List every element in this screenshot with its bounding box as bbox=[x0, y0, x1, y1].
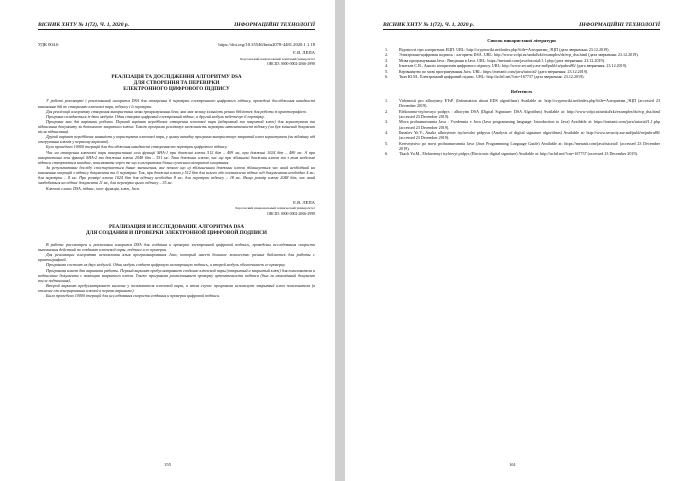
doi-link[interactable]: https://doi.org/10.35546/kntu2078-4481.2020.1.1.18 bbox=[218, 42, 315, 47]
ref-number: 2. bbox=[385, 108, 389, 114]
ref-number: 3. bbox=[385, 119, 389, 125]
list-item bbox=[383, 109, 660, 119]
page-left bbox=[0, 0, 335, 481]
article-title-ru bbox=[38, 224, 315, 236]
references-list bbox=[383, 98, 660, 156]
page-gutter bbox=[335, 0, 345, 481]
abstract-paragraph: Другий варіант передбачає наявність у користувача ключової пари, у цьому випадку програма використовує закритий ключ користувача (чи відмінну від генерування ключів у першому варіанті). bbox=[38, 134, 315, 145]
list-item bbox=[383, 69, 660, 74]
list-item bbox=[383, 58, 660, 63]
ref-text[interactable]: Керівництво по мові програмування Java. URL: https://metanit.com/java/tutorial/ (дата звернення: 23.12.2019). bbox=[399, 68, 589, 74]
journal-title: ВІСНИК ХНТУ № 1(72), Ч. 1, 2020 р. bbox=[38, 22, 130, 28]
ref-text[interactable]: Ігнатьєв С.В., Аналіз алгоритмів цифрового підпису. URL: http://www.security.ase.md/publ/ru/pubru86/ (дата звернення: 23.12.2019). bbox=[399, 63, 628, 69]
title-line: ДЛЯ СТВОРЕННЯ ТА ПЕРЕВІРКИ bbox=[133, 80, 220, 87]
ref-number: 5. bbox=[385, 68, 389, 74]
article-meta bbox=[38, 42, 315, 48]
author-affiliation-ru: Херсонский национальный технический университет bbox=[235, 206, 315, 211]
ref-text[interactable]: Электронно-цифровая подпись : алгоритм DSA. URL: http://www.volpi.ru/umkd/zki/examples/ds/ecp_dsa.html (дата звернення: 23.12.2019). bbox=[399, 52, 639, 58]
ref-text[interactable]: Elektronno-tsyfrovaya podpys : alhorytm DSA (Digital Signature: DSA Algorithm) Available at: http://www.volpi.ru/umkd/zki/examples/ds/ecp_dsa.html (accessed 23 December 2019). bbox=[399, 108, 660, 119]
abstract-paragraph: Для реалізації алгоритму створення використана мова програмування Java, яка має велику кількість різних бібліотек для роботи із криптографією. bbox=[46, 108, 307, 114]
ref-number: 2. bbox=[385, 52, 389, 58]
running-header bbox=[38, 22, 315, 30]
page-right bbox=[345, 0, 680, 481]
ref-text[interactable]: Mova prohramuvannia Java : Vvedennia v Java (Java programming language: Introduction to Java) Available at: https://metanit.com/java/tutorial/1.1.php (accessed 23 December 2019). bbox=[399, 119, 660, 130]
ref-number: 6. bbox=[385, 74, 389, 80]
title-line: РЕАЛІЗАЦІЯ ТА ДОСЛІДЖЕННЯ АЛГОРИТМУ DSA bbox=[111, 74, 242, 81]
article-body bbox=[38, 34, 315, 298]
abstract-paragraph: Програма складається із двох модулів. Один створює цифровий електронний підпис, а другий модуль забезпечує її перевірку. bbox=[46, 113, 265, 119]
running-header bbox=[383, 22, 660, 30]
title-line: ЕЛЕКТРОННОГО ЦИФРОВОГО ПІДПИСУ bbox=[123, 86, 230, 93]
title-line: РЕАЛИЗАЦИЯ И ИССЛЕДОВАНИЕ АЛГОРИТМА DSA bbox=[109, 223, 244, 230]
keywords-ua: Ключові слова: DSA, підпис, хеш- функція, ключ, Java. bbox=[46, 186, 141, 192]
ref-text[interactable]: Ihnatiev Ye.V., Analiz alhorytmiv tsyfrovoho pidpysu (Analysis of digital signature algorithms) Available at: http://www.security.ase.md/publ/ru/pubru86/ (accessed 23 December 2019). bbox=[399, 130, 660, 141]
abstract-ru bbox=[38, 242, 315, 298]
section-title: ІНФОРМАЦІЙНІ ТЕХНОЛОГІЇ bbox=[579, 22, 660, 28]
abstract-paragraph: Было проведено 10000 ітерацій для исследования скорости создания и проверки цифровой подписи. bbox=[46, 293, 221, 299]
abstract-ua bbox=[38, 98, 315, 185]
ref-number: 5. bbox=[385, 140, 389, 146]
ref-number: 4. bbox=[385, 130, 389, 135]
ref-text[interactable]: Ткач Ю.М., Електронний цифровий підпис. URL: http://uchil.net/?cm=167737 (дата звернення: 23.12.2019). bbox=[399, 74, 585, 80]
ref-number: 6. bbox=[385, 151, 389, 157]
list-item bbox=[383, 63, 660, 68]
list-item bbox=[383, 47, 660, 52]
ref-number: 3. bbox=[385, 57, 389, 63]
references-heading: References bbox=[510, 89, 533, 95]
title-line: ДЛЯ СОЗДАНИЯ И ПРОВЕРКИ ЭЛЕКТРОННОЙ ЦИФРОВОЙ ПОДПИСИ bbox=[86, 229, 267, 236]
author-orcid-ru[interactable]: ORCID: 0000-0002-2066-2998 bbox=[267, 211, 315, 216]
article-title-ua bbox=[38, 74, 315, 92]
list-item bbox=[383, 52, 660, 57]
page-number: 155 bbox=[164, 462, 171, 467]
author-affiliation: Херсонський національний технічний університет bbox=[239, 56, 315, 61]
literature-heading: Список використаної літератури bbox=[487, 38, 556, 43]
author-name: Є.В. ЛЕПА bbox=[292, 49, 315, 55]
author-orcid[interactable]: ORCID: 0000-0002-2066-2998 bbox=[267, 62, 315, 67]
list-item bbox=[383, 141, 660, 151]
abstract-paragraph: Программа имеет два варианта работы. Первый вариант предусматривает создание ключевой пары (открытый и закрытый ключ) для пользователя и подписание документа с помощью закрытого ключа. Также программа реализовывает проверку аутентичности подписи (был ли изменённый документ после подписания). bbox=[38, 267, 315, 283]
abstract-paragraph: Час на створення ключової пари використанні хеш функції SHA-1 при довжині ключа 512 біт – 409 мс, при довжині 1024 біт – 480 мс. А при використанні хеш функції SHA-2 та довжина ключа 2048 біт – 351 мс. Така довжина ключа, час ще при збільшені довжини ключа та з тим модельні підписи створюється швидше, пояснювати через те що в алгоритмах більш сучасним алгоритмі хешування. bbox=[38, 149, 315, 165]
abstract-paragraph: У роботі розглянуті і реалізований алгоритм DSA для створення й перевірки електронного цифрового підпису, проведені дослідження швидкості виконання дій по створенню ключової пари, підпису і її перевірки. bbox=[38, 98, 315, 109]
ref-text[interactable]: Tkach Yu.M., Elektronnyi tsyfrovyi pidpys (Electronic digital signature) Available at: http://uchil.net/?cm=167737 (accessed 23 December 2019). bbox=[399, 151, 638, 157]
literature-list bbox=[383, 47, 660, 79]
ref-number: 4. bbox=[385, 63, 389, 69]
section-title: ІНФОРМАЦІЙНІ ТЕХНОЛОГІЇ bbox=[234, 22, 315, 28]
abstract-paragraph: Второй вариант предусматривает наличие у пользователя ключевой пары, в этом случае программа использует закрытый ключ пользователя (в отличие от генерирования ключей в первом варианте). bbox=[38, 282, 315, 293]
ref-number: 1. bbox=[385, 46, 389, 52]
ref-text[interactable]: Відомості про алгоритмах ЕЦП. URL: http://cryptowiki.net/index.php?title=Алгоритми_ЭЦП (дата звернення: 23.12.2019). bbox=[399, 46, 610, 52]
abstract-paragraph: Для реализации алгоритма использован язык программирования Java, который имеет большое количество разных библиотек для работы с криптографией. bbox=[38, 252, 315, 263]
abstract-paragraph: Було проведено 10000 ітерацій для дослідження швидкості створення та перевірки цифрового підпису. bbox=[46, 144, 228, 150]
ref-text[interactable]: Kerivnytstvo po movi prohramuvannia Java (Java Programming Language Guide) Available at: https://metanit.com/java/tutorial/ (accessed 23 December 2019). bbox=[399, 140, 660, 151]
list-item bbox=[383, 151, 660, 156]
journal-title: ВІСНИК ХНТУ № 1(72), Ч. 1, 2020 р. bbox=[383, 22, 475, 28]
abstract-paragraph: В работе рассмотрен и реализован алгоритм DSA для создания и проверки электронной цифровой подписи, проведены исследования скорости выполнения действий по созданию ключевой пары, подписи и ее проверки. bbox=[38, 242, 315, 253]
ref-number: 1. bbox=[385, 98, 389, 104]
udk-code: УДК 004.6 bbox=[38, 42, 59, 47]
ref-text[interactable]: Мова програмування Java : Введення в Java. URL: https://metanit.com/java/tutorial/1.1.php (дата звернення: 23.12.2019). bbox=[399, 57, 605, 63]
author-name-ru: Е.В. ЛЕПА bbox=[293, 199, 315, 205]
ref-text[interactable]: Vidomosti pro alhorytmy ETsP. (Information about EDS algorithms) Available at: http://cryptowiki.net/index.php?title=Алгоритми_ЭЦП (accessed 23 December 2019). bbox=[399, 98, 660, 109]
page-number: 161 bbox=[509, 462, 516, 467]
references-body bbox=[383, 34, 660, 157]
abstract-paragraph: Программа состоит из двух модулей. Один модуль создает цифровую электронную подпись, а второй модуль обеспечивает ее проверку. bbox=[46, 262, 286, 268]
abstract-paragraph: За результатами досліду спостерігається дивне зменшення, яке почало що ці збільшенням довжини ключа збільшується час який необхідний на виконання операцій з підпису документа та її перевірки. Так, при довжині ключа у 512 біт для всього обо поставлено підпис під документом необхідно 4 мс, для перевірки – 8 мс. При розмірі ключа 1024 біт для підпису необхідно 8 мс, для перевірки підпису – 18 мс. Якщо розмір ключа 2048 біт, час який знадобиться на підпис документа 11 мс, для перевірки цього підпису – 35 мс. bbox=[38, 164, 315, 186]
list-item bbox=[383, 119, 660, 129]
abstract-paragraph: Програма має дві варіанти роботи. Перший варіант передбачає створення ключової пари (відкритий та закритий ключ) для користувача та підписання документу за допомогою закритого ключа. Також програма реалізовує можливість перевірки автентичності підпису (чи був змінений документ після підписання). bbox=[38, 118, 315, 135]
list-item bbox=[383, 130, 660, 140]
list-item bbox=[383, 98, 660, 108]
list-item bbox=[383, 74, 660, 79]
